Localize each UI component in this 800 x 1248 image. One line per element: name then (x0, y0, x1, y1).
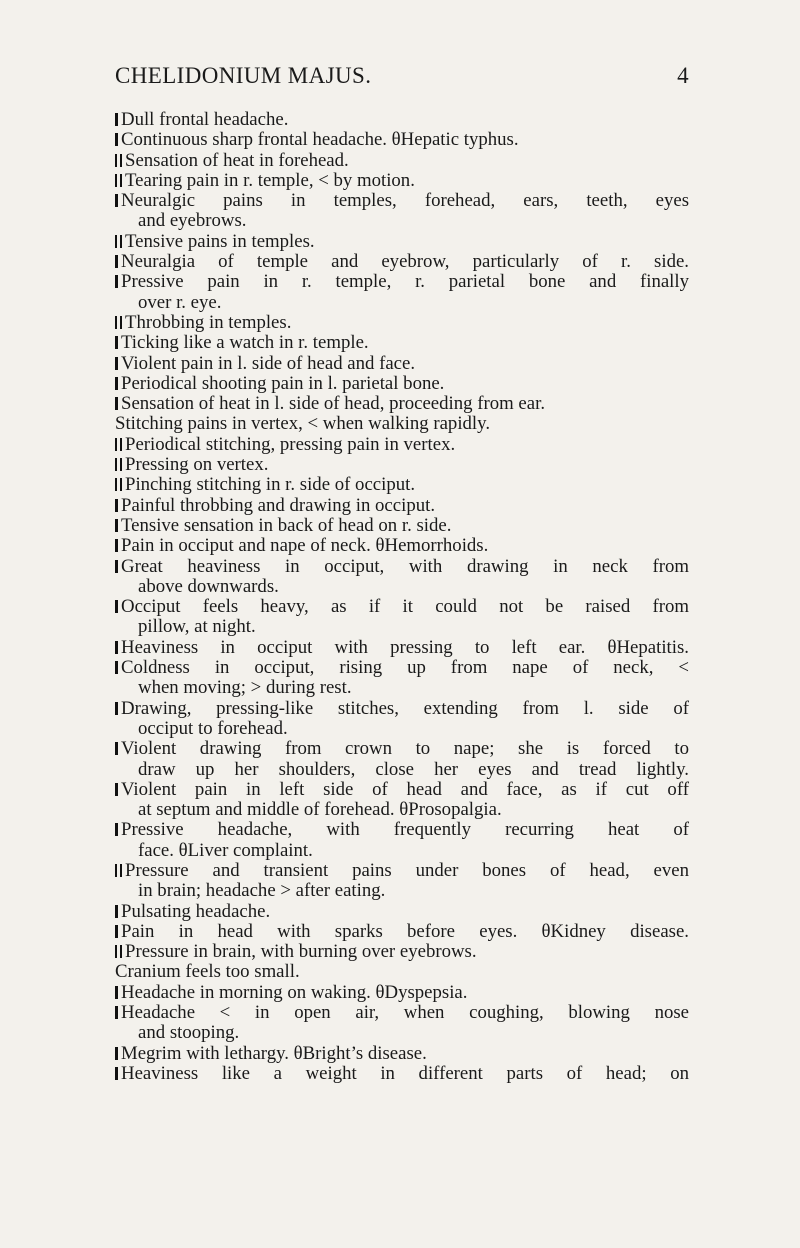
symptom-entry (115, 658, 689, 678)
entry-text: face. θLiver complaint. (138, 839, 313, 861)
grade-mark-double (115, 478, 122, 491)
symptom-entry (115, 313, 689, 333)
grade-mark-double (115, 174, 122, 187)
grade-mark-double (115, 864, 122, 877)
entry-text: Violent drawing from crown to nape; she is forced to (121, 738, 689, 760)
entry-continuation-line (115, 1023, 689, 1043)
symptom-entry (115, 699, 689, 719)
symptom-entry (115, 597, 689, 617)
entry-text: occiput to forehead. (138, 717, 288, 739)
grade-mark-single (115, 641, 118, 654)
entry-continuation-line (115, 617, 689, 637)
entry-text: Ticking like a watch in r. temple. (121, 332, 369, 354)
grade-mark-single (115, 357, 118, 370)
symptom-entry (115, 962, 689, 982)
entry-text: Great heaviness in occiput, with drawing in neck from (121, 555, 689, 577)
running-header (115, 63, 689, 93)
grade-mark-single (115, 702, 118, 715)
entry-text: Pressure in brain, with burning over eyebrows. (125, 941, 477, 963)
entry-text: at septum and middle of forehead. θProsopalgia. (138, 799, 502, 821)
page-number: 4 (677, 63, 689, 88)
entry-text: Periodical shooting pain in l. parietal bone. (121, 372, 445, 394)
symptom-entry (115, 130, 689, 150)
entry-text: Headache in morning on waking. θDyspepsia. (121, 981, 468, 1003)
grade-mark-single (115, 1047, 118, 1060)
entry-text: Pulsating headache. (121, 900, 271, 922)
symptom-entry (115, 394, 689, 414)
symptom-entry (115, 374, 689, 394)
symptom-entry (115, 922, 689, 942)
entry-text: when moving; > during rest. (138, 677, 352, 699)
entry-continuation-line (115, 293, 689, 313)
grade-mark-single (115, 783, 118, 796)
entry-continuation-line (115, 800, 689, 820)
symptom-entry (115, 780, 689, 800)
entry-text: Occiput feels heavy, as if it could not be raised from (121, 596, 689, 618)
entry-continuation-line (115, 211, 689, 231)
entry-text: Pressive headache, with frequently recurring heat of (121, 819, 689, 841)
symptom-entry (115, 455, 689, 475)
grade-mark-single (115, 1067, 118, 1080)
entry-continuation-line (115, 760, 689, 780)
entry-text: Violent pain in left side of head and face, as if cut off (121, 778, 689, 800)
entry-text: Pressing on vertex. (125, 454, 269, 476)
symptom-entry (115, 232, 689, 252)
grade-mark-single (115, 377, 118, 390)
entry-text: Heaviness like a weight in different parts of head; on (121, 1062, 689, 1084)
symptom-entry (115, 983, 689, 1003)
entry-text: and stooping. (138, 1022, 240, 1044)
grade-mark-double (115, 458, 122, 471)
symptom-entry (115, 151, 689, 171)
grade-mark-single (115, 397, 118, 410)
grade-mark-single (115, 194, 118, 207)
grade-mark-single (115, 823, 118, 836)
grade-mark-single (115, 275, 118, 288)
entry-text: Coldness in occiput, rising up from nape of neck, < (121, 657, 689, 679)
symptom-entry (115, 475, 689, 495)
entry-text: Stitching pains in vertex, < when walking rapidly. (115, 413, 491, 435)
symptom-entry (115, 820, 689, 840)
entry-text: Neuralgia of temple and eyebrow, particularly of r. side. (121, 251, 689, 273)
symptom-entry (115, 1003, 689, 1023)
symptom-entry (115, 557, 689, 577)
grade-mark-single (115, 742, 118, 755)
grade-mark-double (115, 945, 122, 958)
entry-text: Pain in head with sparks before eyes. θKidney disease. (121, 920, 689, 942)
grade-mark-single (115, 499, 118, 512)
entry-text: Continuous sharp frontal headache. θHepatic typhus. (121, 129, 519, 151)
entry-text: over r. eye. (138, 291, 222, 313)
entry-text: Megrim with lethargy. θBright’s disease. (121, 1042, 427, 1064)
entry-text: Periodical stitching, pressing pain in vertex. (125, 433, 456, 455)
symptom-entry (115, 496, 689, 516)
grade-mark-double (115, 154, 122, 167)
entry-text: above downwards. (138, 575, 279, 597)
entry-continuation-line (115, 719, 689, 739)
symptom-entry (115, 516, 689, 536)
entry-text: Tensive sensation in back of head on r. side. (121, 514, 452, 536)
symptom-entry (115, 942, 689, 962)
entry-continuation-line (115, 678, 689, 698)
symptom-entry (115, 1064, 689, 1084)
entry-text: Throbbing in temples. (125, 311, 292, 333)
grade-mark-double (115, 316, 122, 329)
symptom-entry (115, 110, 689, 130)
symptom-entry (115, 861, 689, 881)
grade-mark-single (115, 905, 118, 918)
grade-mark-single (115, 255, 118, 268)
grade-mark-single (115, 986, 118, 999)
entry-text: Sensation of heat in l. side of head, proceeding from ear. (121, 393, 546, 415)
symptom-entry (115, 272, 689, 292)
entry-text: Pressive pain in r. temple, r. parietal bone and finally (121, 271, 689, 293)
symptom-entry (115, 536, 689, 556)
running-title: CHELIDONIUM MAJUS. (115, 63, 372, 88)
grade-mark-single (115, 661, 118, 674)
entry-text: Heaviness in occiput with pressing to left ear. θHepatitis. (121, 636, 689, 658)
entry-text: Neuralgic pains in temples, forehead, ears, teeth, eyes (121, 190, 689, 212)
symptom-entry (115, 354, 689, 374)
entry-text: Drawing, pressing-like stitches, extending from l. side of (121, 697, 689, 719)
symptom-entry (115, 191, 689, 211)
symptom-entry (115, 902, 689, 922)
entry-text: Violent pain in l. side of head and face. (121, 352, 416, 374)
symptom-entry (115, 171, 689, 191)
symptom-entry (115, 739, 689, 759)
symptom-list (115, 110, 689, 1084)
entry-text: draw up her shoulders, close her eyes and tread lightly. (138, 758, 689, 780)
entry-text: in brain; headache > after eating. (138, 880, 386, 902)
symptom-entry (115, 333, 689, 353)
symptom-entry (115, 435, 689, 455)
symptom-entry (115, 252, 689, 272)
entry-continuation-line (115, 881, 689, 901)
grade-mark-double (115, 438, 122, 451)
grade-mark-single (115, 113, 118, 126)
grade-mark-double (115, 235, 122, 248)
entry-text: Pain in occiput and nape of neck. θHemorrhoids. (121, 535, 489, 557)
entry-text: Pinching stitching in r. side of occiput. (125, 474, 416, 496)
entry-text: Painful throbbing and drawing in occiput. (121, 494, 436, 516)
entry-continuation-line (115, 841, 689, 861)
grade-mark-single (115, 519, 118, 532)
grade-mark-single (115, 925, 118, 938)
entry-continuation-line (115, 577, 689, 597)
entry-text: Tensive pains in temples. (125, 230, 315, 252)
grade-mark-single (115, 539, 118, 552)
symptom-entry (115, 638, 689, 658)
entry-text: Tearing pain in r. temple, < by motion. (125, 169, 415, 191)
grade-mark-single (115, 336, 118, 349)
grade-mark-single (115, 133, 118, 146)
grade-mark-single (115, 1006, 118, 1019)
entry-text: and eyebrows. (138, 210, 247, 232)
grade-mark-single (115, 560, 118, 573)
entry-text: Headache < in open air, when coughing, blowing nose (121, 1002, 689, 1024)
entry-text: pillow, at night. (138, 616, 256, 638)
entry-text: Cranium feels too small. (115, 961, 300, 983)
entry-text: Dull frontal headache. (121, 109, 289, 130)
entry-text: Sensation of heat in forehead. (125, 149, 349, 171)
symptom-entry (115, 1044, 689, 1064)
symptom-entry (115, 414, 689, 434)
grade-mark-single (115, 600, 118, 613)
entry-text: Pressure and transient pains under bones of head, even (125, 859, 689, 881)
